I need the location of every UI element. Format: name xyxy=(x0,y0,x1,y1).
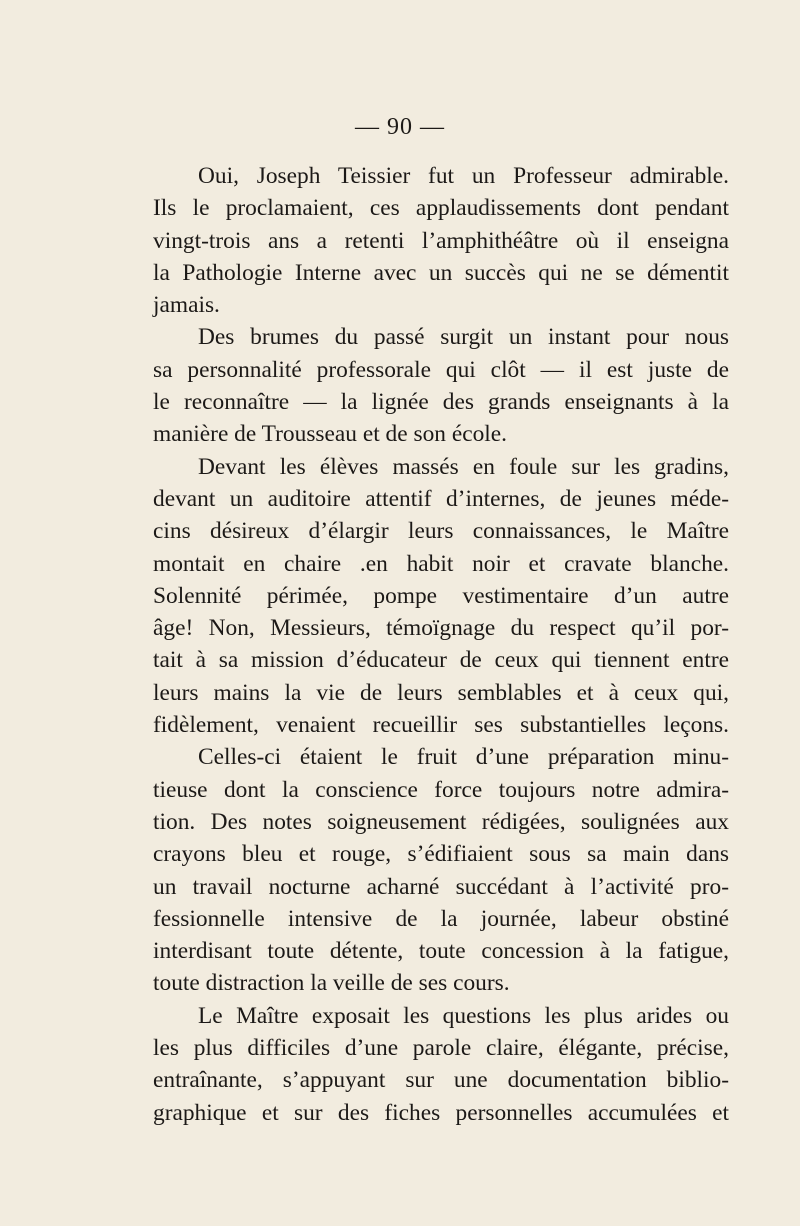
text-line: vingt-trois ans a retenti l’amphithéâtre où il enseigna xyxy=(153,227,729,254)
text-line: leurs mains la vie de leurs semblables et à ceux qui, xyxy=(153,679,729,706)
text-line: tait à sa mission d’éducateur de ceux qui tiennent entre xyxy=(153,647,729,674)
text-line: toute distraction la veille de ses cours. xyxy=(153,970,510,997)
text-line: Celles-ci étaient le fruit d’une préparation minu- xyxy=(198,744,729,771)
text-line: tieuse dont la conscience force toujours notre admira- xyxy=(153,776,729,803)
text-line: sa personnalité professorale qui clôt — il est juste de xyxy=(153,356,729,383)
text-line: cins désireux d’élargir leurs connaissances, le Maître xyxy=(153,518,729,545)
text-line: jamais. xyxy=(153,292,220,319)
text-line: fidèlement, venaient recueillir ses substantielles leçons. xyxy=(153,712,729,739)
text-line: fessionnelle intensive de la journée, labeur obstiné xyxy=(153,905,729,932)
text-line: âge! Non, Messieurs, témoïgnage du respect qu’il por- xyxy=(153,615,729,642)
text-line: Ils le proclamaient, ces applaudissements dont pendant xyxy=(153,195,729,222)
text-line: Des brumes du passé surgit un instant pour nous xyxy=(198,324,729,351)
text-line: graphique et sur des fiches personnelles accumulées et xyxy=(153,1099,729,1126)
text-line: un travail nocturne acharné succédant à l’activité pro- xyxy=(153,873,729,900)
text-line: crayons bleu et rouge, s’édifiaient sous sa main dans xyxy=(153,841,729,868)
text-line: entraînante, s’appuyant sur une documentation biblio- xyxy=(153,1067,729,1094)
text-line: devant un auditoire attentif d’internes, de jeunes méde- xyxy=(153,485,729,512)
text-line: Solennité périmée, pompe vestimentaire d’un autre xyxy=(153,582,729,609)
page-number: — 90 — xyxy=(355,114,445,140)
text-line: les plus difficiles d’une parole claire, élégante, précise, xyxy=(153,1035,729,1062)
body-text xyxy=(153,160,729,1129)
text-line: Devant les élèves massés en foule sur les gradins, xyxy=(198,453,729,480)
text-line: montait en chaire .en habit noir et cravate blanche. xyxy=(153,550,729,577)
text-line: tion. Des notes soigneusement rédigées, soulignées aux xyxy=(153,808,729,835)
text-line: interdisant toute détente, toute concession à la fatigue, xyxy=(153,938,729,965)
text-line: manière de Trousseau et de son école. xyxy=(153,421,508,448)
text-line: la Pathologie Interne avec un succès qui ne se démentit xyxy=(153,259,729,286)
text-line: Le Maître exposait les questions les plus arides ou xyxy=(198,1002,729,1029)
text-line: le reconnaître — la lignée des grands enseignants à la xyxy=(153,389,729,416)
text-line: Oui, Joseph Teissier fut un Professeur admirable. xyxy=(198,163,729,189)
